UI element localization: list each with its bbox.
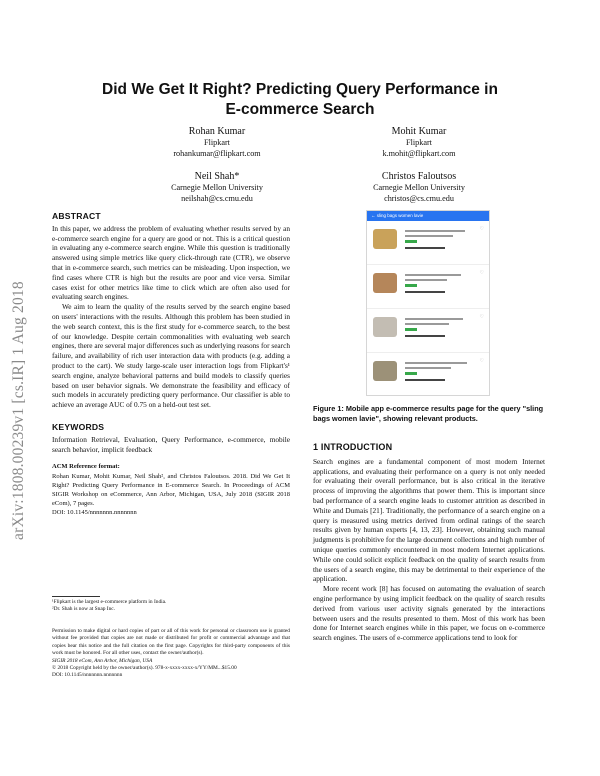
heart-icon: ♡: [479, 270, 484, 276]
rating-badge: [405, 372, 417, 375]
introduction-paragraph-2: More recent work [8] has focused on automating the evaluation of search engine performance by using implicit feedback on the quality of search results derived from various user activity signals generated by the interactions between users and the results presented to them. Most of this work has been done for Internet search engines while in this paper, we focus on e-commerce search engines. The users of e-commerce applications tend to look for: [313, 584, 545, 643]
abstract-heading: ABSTRACT: [52, 211, 101, 221]
introduction-paragraph-1: Search engines are a fundamental component of most modern Internet applications, and evaluating their performance on a query is not only needed for evaluating their overall performance, but is also critical in the iterative process of improving the algorithms that power them. This is important since bad performance of a search engine leads to customer attrition as described in White and Dumais [21]. Traditionally, the performance of a search engine on a query is measured using metrics derived from ordinal ratings of the search results given by human experts [4, 13, 23]. However, obtaining such manual judgments is prohibitive for the large document collections and high number of unique queries commonly encountered in most modern Internet applications. While one could solicit explicit feedback on the quality of search results from the users of a search engine, this may be detrimental to their experience of the application.: [313, 456, 545, 584]
product-title-line: [405, 279, 447, 281]
footnote-2: ²Dr. Shah is now at Snap Inc.: [52, 606, 116, 613]
author-name: Mohit Kumar: [391, 126, 447, 137]
author-block-2: [309, 125, 529, 159]
product-price-line: [405, 291, 445, 293]
rating-badge: [405, 240, 417, 243]
result-row: [367, 353, 489, 396]
product-title-line: [405, 235, 453, 237]
footnote-1: ¹Flipkart is the largest e-commerce platform in India.: [52, 599, 167, 605]
arxiv-identifier: arXiv:1808.00239v1 [cs.IR] 1 Aug 2018: [10, 281, 27, 540]
heart-icon: ♡: [479, 314, 484, 320]
product-title-line: [405, 230, 465, 232]
product-title-line: [405, 362, 467, 364]
author-name: Rohan Kumar: [188, 126, 246, 137]
left-column: [52, 212, 290, 517]
author-affiliation: Carnegie Mellon University: [171, 183, 263, 192]
figure-1-screenshot: [366, 210, 490, 396]
result-row: [367, 221, 489, 265]
figure-1-caption: Figure 1: Mobile app e-commerce results page for the query "sling bags women lavie", showing relevant products.: [313, 404, 544, 423]
product-price-line: [405, 335, 445, 337]
result-row: [367, 265, 489, 309]
product-title-line: [405, 323, 449, 325]
reference-format-heading: ACM Reference format:: [52, 463, 120, 471]
author-email: neilshah@cs.cmu.edu: [181, 193, 253, 203]
product-thumbnail: [373, 273, 397, 293]
rating-badge: [405, 284, 417, 287]
reference-doi: DOI: 10.1145/nnnnnnn.nnnnnnn: [52, 509, 137, 517]
author-affiliation: Carnegie Mellon University: [373, 183, 465, 192]
author-block-3: [107, 170, 327, 204]
product-thumbnail: [373, 229, 397, 249]
author-block-1: [107, 125, 327, 159]
product-price-line: [405, 379, 445, 381]
rating-badge: [405, 328, 417, 331]
search-query-text: sling bags women lavie: [376, 213, 424, 218]
author-email: k.mohit@flipkart.com: [382, 148, 456, 158]
product-price-line: [405, 247, 445, 249]
right-column: [313, 443, 545, 643]
product-thumbnail: [373, 317, 397, 337]
product-thumbnail: [373, 361, 397, 381]
author-name: Neil Shah*: [194, 171, 240, 182]
footnote-rule: [52, 596, 100, 597]
product-title-line: [405, 274, 461, 276]
product-title-line: [405, 367, 451, 369]
venue-text: SIGIR 2018 eCom, Ann Arbor, Michigan, USA: [52, 657, 153, 664]
title-line-2: E-commerce Search: [225, 101, 375, 118]
author-block-4: [309, 170, 529, 204]
keywords-text: Information Retrieval, Evaluation, Query Performance, e-commerce, mobile search behavior, implicit feedback: [52, 434, 290, 454]
app-search-bar: [367, 211, 489, 221]
heart-icon: ♡: [479, 226, 484, 232]
permission-text: Permission to make digital or hard copies of part or all of this work for personal or classroom use is granted without fee provided that copies are not made or distributed for profit or commercial advantage and that copies bear this notice and the full citation on the first page. Copyrights for third-party components of this work must be honored. For all other uses, contact the owner/author(s).: [52, 628, 290, 657]
copyright-text: © 2018 Copyright held by the owner/author(s). 978-x-xxxx-xxxx-x/YY/MM...$15.00: [52, 665, 237, 672]
product-title-line: [405, 318, 463, 320]
reference-format-text: Rohan Kumar, Mohit Kumar, Neil Shah², and Christos Faloutsos. 2018. Did We Get It Right? Predicting Query Performance in E-commerce Search. In Proceedings of ACM SIGIR Workshop on eCommerce, Ann Arbor, Michigan, USA, July 2018 (SIGIR 2018 eCom), 7 pages.: [52, 473, 290, 508]
title-line-1: Did We Get It Right? Predicting Query Performance in: [102, 81, 498, 98]
result-row: [367, 309, 489, 353]
doi-text: DOI: 10.1145/nnnnnnn.nnnnnnn: [52, 672, 123, 679]
back-arrow-icon: ←: [371, 213, 376, 218]
introduction-heading: 1 INTRODUCTION: [313, 442, 393, 452]
permission-block: [52, 628, 290, 680]
author-email: christos@cs.cmu.edu: [384, 193, 454, 203]
author-email: rohankumar@flipkart.com: [173, 148, 261, 158]
paper-title: [60, 80, 540, 120]
heart-icon: ♡: [479, 358, 484, 364]
footnotes: [52, 599, 290, 614]
author-affiliation: Flipkart: [406, 138, 432, 147]
author-name: Christos Faloutsos: [381, 171, 457, 182]
abstract-paragraph-2: We aim to learn the quality of the results served by the search engine based on users' interactions with the results. Although this problem has been studied in the web search context, this is the first study for e-commerce search, to the best of our knowledge. Despite certain commonalities with evaluating web search engines, there are several major differences such as underlying reasons for search failure, and availability of rich user interaction data with products (e.g. adding a product to the cart). We study large-scale user interaction logs from Flipkart's¹ search engine, analyze behavioral patterns and build models to classify queries based on user behavior signals. We demonstrate the feasibility and efficacy of such models in accurately predicting query performance. Our classifier is able to achieve an average AUC of 0.75 on a held-out test set.: [52, 302, 290, 410]
author-affiliation: Flipkart: [204, 138, 230, 147]
abstract-paragraph-1: In this paper, we address the problem of evaluating whether results served by an e-commerce search engine for a query are good or not. This is a critical question in evaluating any e-commerce search engine. While this question is traditionally answered using simple metrics like query click-through rate (CTR), we observe that in e-commerce search, such metrics can be misleading. Upon inspection, we find cases where CTR is high but the results are poor and vice versa. Similar cases exist for other metrics like time to click which are often also used for evaluating search engines.: [52, 223, 290, 302]
keywords-heading: KEYWORDS: [52, 421, 105, 432]
